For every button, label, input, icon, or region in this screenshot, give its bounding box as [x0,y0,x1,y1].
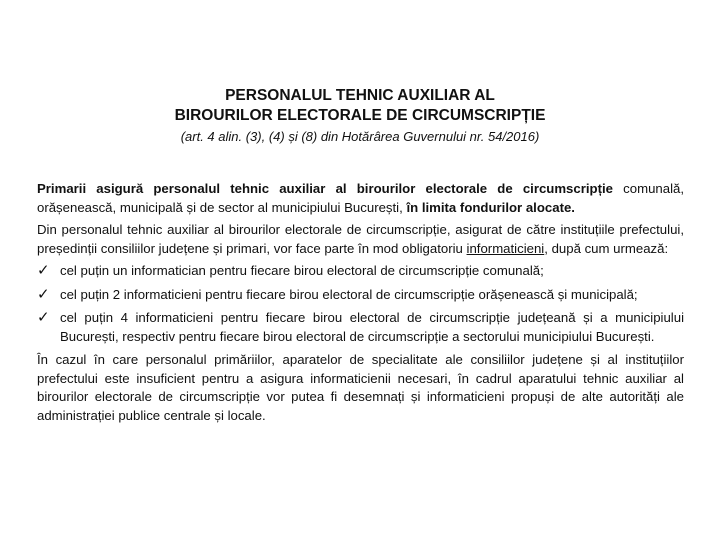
para2-text-after: , după cum urmează: [544,240,669,256]
list-item [37,309,684,346]
para1-bold-start: Primarii asigură personalul tehnic auxiliar al birourilor electorale de circumscripție [37,181,613,196]
paragraph-insuficient: În cazul în care personalul primăriilor, aparatelor de specialitate ale consiliilor județene și al instituțiilor prefectului este insuficient pentru a asigura informaticienii necesari, în cadrul aparatului tehnic auxiliar al birourilor electorale de circumscripție vor putea fi desemnați și informaticieni propuși de alte autorități ale administrației publice centrale și locale. [37,352,684,423]
checkmark-icon: ✓ [37,285,50,303]
document-body [37,180,684,429]
list-item-text: cel puțin un informatician pentru fiecare birou electoral de circumscripție comunală; [60,263,544,278]
checkmark-icon: ✓ [37,262,50,279]
list-item-text: cel puțin 4 informaticieni pentru fiecare birou electoral de circumscripție județeană și a municipiului București, respectiv pentru fiecare birou electoral de circumscripție a sectorului municipiului București. [60,310,684,344]
legal-reference: (art. 4 alin. (3), (4) și (8) din Hotărârea Guvernului nr. 54/2016) [180,129,540,144]
list-item [37,286,684,305]
para1-bold-end: în limita fondurilor alocate. [406,199,575,215]
page-title [0,86,720,126]
paragraph-informaticieni [37,221,684,258]
para2-text-before: Din personalul tehnic auxiliar al birourilor electorale de circumscripție, asigurat de către instituțiile prefectului, președinții consiliilor județene și primari, vor face parte în mod obligatoriu [37,222,684,256]
para2-underlined-term: informaticieni [466,240,545,256]
paragraph-primarii [37,180,684,217]
checkmark-icon: ✓ [37,309,50,326]
para1-normal-mid: comunală, orășenească, municipală și de sector al municipiului București, [37,181,684,215]
list-item-text: cel puțin 2 informaticieni pentru fiecare birou electoral de circumscripție orășenească și municipală; [60,286,638,302]
title-line-2: BIROURILOR ELECTORALE DE CIRCUMSCRIPȚIE [174,107,546,124]
list-item [37,262,684,281]
title-line-1: PERSONALUL TEHNIC AUXILIAR AL [225,87,495,104]
requirements-list [37,262,684,346]
